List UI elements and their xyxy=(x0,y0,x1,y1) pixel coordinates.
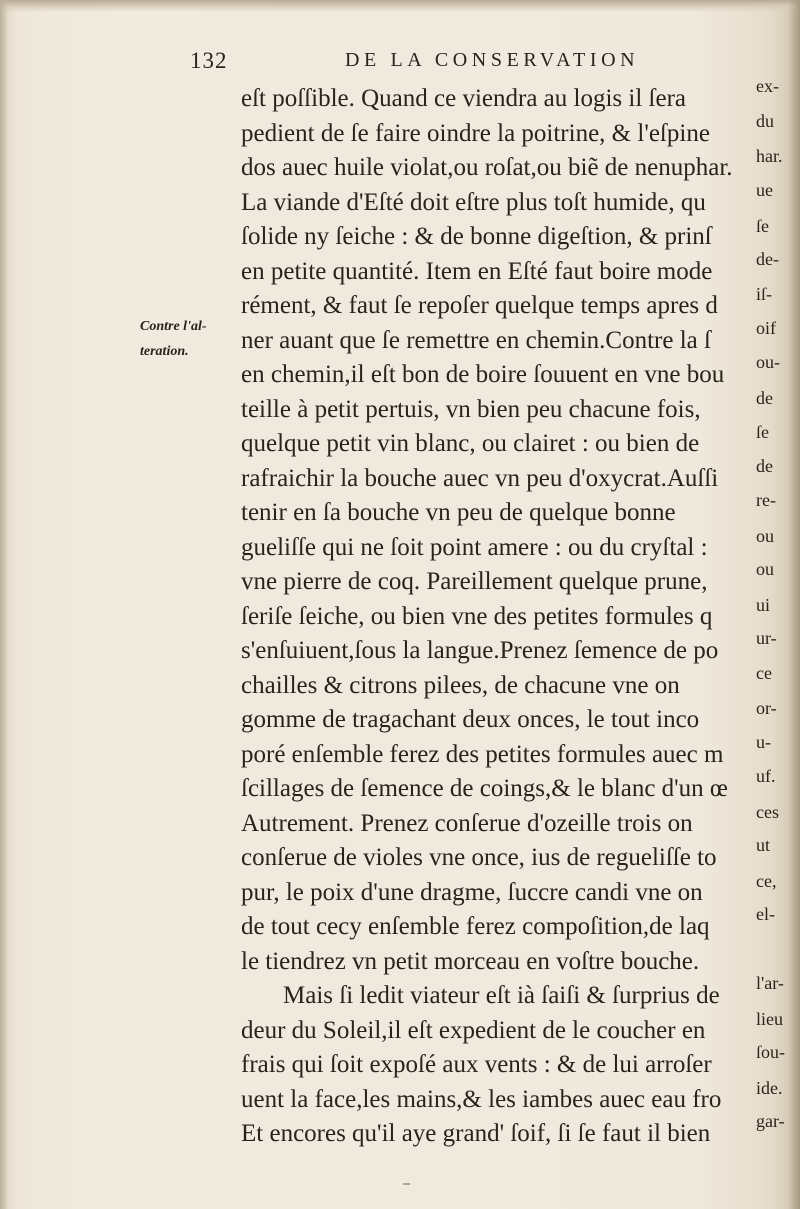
margin-word-fragment: ui xyxy=(756,594,771,615)
text-line: poré enſemble ferez des petites formules auec m xyxy=(241,740,724,768)
text-line: dos auec huile violat,ou roſat,ou biẽ de nenuphar. xyxy=(241,154,733,181)
text-line: deur du Soleil,il eſt expedient de le coucher en xyxy=(241,1016,706,1044)
page-right-edge xyxy=(788,0,800,1209)
margin-word-fragment: l'ar- xyxy=(756,973,784,993)
margin-word-fragment: ces xyxy=(756,801,779,822)
margin-word-fragment: uf. xyxy=(756,766,776,786)
text-line: La viande d'Eſté doit eſtre plus toſt humide, qu xyxy=(241,188,706,216)
text-line: frais qui ſoit expoſé aux vents : & de lui arroſer xyxy=(241,1051,712,1078)
margin-word-fragment: u- xyxy=(756,731,771,752)
text-line: gueliſſe qui ne ſoit point amere : ou du cryſtal : xyxy=(241,533,708,561)
body-text xyxy=(241,76,786,1147)
text-line: pur, le poix d'une dragme, ſuccre candi vne on xyxy=(241,878,703,906)
text-line: pedient de ſe faire oindre la poitrine, & l'eſpine xyxy=(241,119,710,147)
margin-word-fragment: ou xyxy=(756,559,774,579)
text-line: de tout cecy enſemble ferez compoſition,de laq xyxy=(241,913,710,940)
margin-word-fragment: har. xyxy=(756,146,783,166)
text-line: Et encores qu'il aye grand' ſoif, ſi ſe faut il bien xyxy=(241,1120,711,1147)
text-line: tenir en ſa bouche vn peu de quelque bonne xyxy=(241,499,676,526)
page-top-edge xyxy=(0,0,800,12)
margin-word-fragment: de xyxy=(756,455,773,476)
text-line: rafraichir la bouche auec vn peu d'oxycrat.Auſſi xyxy=(241,464,719,492)
margin-word-fragment: or- xyxy=(756,698,777,718)
margin-word-fragment: ide. xyxy=(756,1077,783,1098)
page-foot-mark xyxy=(403,1183,410,1185)
text-line: ſcillages de ſemence de coings,& le blanc d'un œ xyxy=(241,775,728,802)
text-line: en chemin,il eſt bon de boire ſouuent en vne bou xyxy=(241,361,725,388)
margin-word-fragment: ſe xyxy=(756,216,769,236)
margin-word-fragment: oif xyxy=(756,317,776,338)
text-line: vne pierre de coq. Pareillement quelque prune, xyxy=(241,568,708,595)
text-line: conſerue de violes vne once, ius de regueliſſe to xyxy=(241,844,717,871)
margin-word-fragment: ſou- xyxy=(756,1042,785,1062)
margin-word-fragment: ue xyxy=(756,179,773,200)
marginal-note xyxy=(140,314,235,364)
page-number: 132 xyxy=(190,48,228,73)
text-line: chailles & citrons pilees, de chacune vne on xyxy=(241,671,680,699)
text-line: gomme de tragachant deux onces, le tout inco xyxy=(241,706,700,733)
text-line: Autrement. Prenez conſerue d'ozeille trois on xyxy=(241,809,693,837)
text-line: le tiendrez vn petit morceau en voſtre bouche. xyxy=(241,947,700,975)
page-gutter-shadow xyxy=(0,0,8,1209)
margin-word-fragment: ce, xyxy=(756,870,777,891)
margin-word-fragment: ut xyxy=(756,835,771,855)
margin-word-fragment: ce xyxy=(756,662,772,683)
text-line: s'enſuiuent,ſous la langue.Prenez ſemence de po xyxy=(241,637,719,664)
margin-word-fragment: el- xyxy=(756,904,775,924)
margin-word-fragment: lieu xyxy=(756,1008,783,1029)
running-title: DE LA CONSERVATION xyxy=(345,49,640,71)
text-line: ſeriſe ſeiche, ou bien vne des petites formules q xyxy=(241,602,713,630)
margin-word-fragment: gar- xyxy=(756,1111,785,1131)
text-line: rément, & faut ſe repoſer quelque temps apres d xyxy=(241,292,718,319)
text-line: ſolide ny ſeiche : & de bonne digeſtion, & prinſ xyxy=(241,223,712,250)
text-line: Mais ſi ledit viateur eſt ià ſaiſi & ſurprius de xyxy=(283,982,720,1009)
margin-word-fragment: ex- xyxy=(756,76,779,96)
marginal-note-line: teration. xyxy=(140,344,189,359)
text-line: en petite quantité. Item en Eſté faut boire mode xyxy=(241,257,713,285)
margin-word-fragment: du xyxy=(756,110,774,131)
text-line: ner auant que ſe remettre en chemin.Contre la ſ xyxy=(241,326,711,354)
margin-word-fragment: ur- xyxy=(756,628,777,648)
text-line: uent la face,les mains,& les iambes auec eau fro xyxy=(241,1085,722,1113)
margin-word-fragment: ou xyxy=(756,525,774,546)
margin-word-fragment: de- xyxy=(756,248,779,269)
margin-word-fragment: de xyxy=(756,387,773,408)
margin-word-fragment: iſ- xyxy=(756,284,772,304)
running-head xyxy=(190,48,710,78)
marginal-note-line: Contre l'al- xyxy=(140,319,207,334)
text-line: eſt poſſible. Quand ce viendra au logis il ſera xyxy=(241,85,686,112)
margin-word-fragment: ſe xyxy=(756,422,769,442)
text-line: quelque petit vin blanc, ou clairet : ou bien de xyxy=(241,430,700,457)
margin-word-fragment: ou- xyxy=(756,352,780,372)
margin-word-fragment: re- xyxy=(756,490,776,510)
text-line: teille à petit pertuis, vn bien peu chacune fois, xyxy=(241,395,701,423)
